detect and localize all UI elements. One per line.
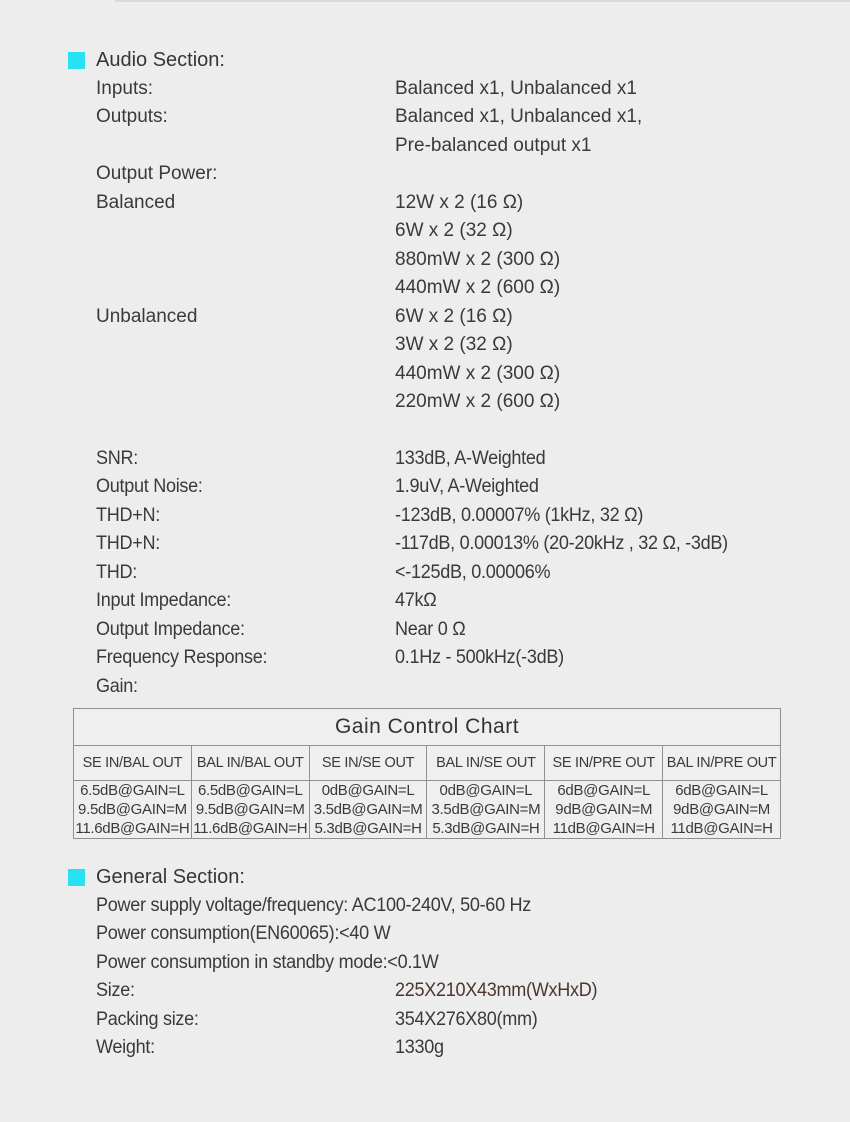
spec-value: -117dB, 0.00013% (20-20kHz , 32 Ω, -3dB) [395, 533, 728, 554]
gain-table-title-row [74, 709, 781, 746]
spec-value: 12W x 2 (16 Ω) [395, 191, 524, 213]
top-divider-strip [115, 0, 850, 2]
gain-value: 11.6dB@GAIN=H [193, 820, 308, 837]
gain-col-header: SE IN/BAL OUT [74, 746, 192, 781]
spec-label: Output Noise: [96, 476, 203, 497]
spec-value: 133dB, A-Weighted [395, 447, 546, 469]
packing-size-value: 354X276X80(mm) [395, 1008, 538, 1030]
general-section-header [68, 863, 850, 892]
general-line-standby: Power consumption in standby mode:<0.1W [96, 951, 439, 973]
gain-value: 5.3dB@GAIN=H [314, 820, 422, 837]
gain-value: 5.3dB@GAIN=H [432, 820, 540, 837]
gain-value: 6.5dB@GAIN=L [197, 782, 303, 799]
spec-label: Gain: [96, 675, 138, 697]
gain-table-title: Gain Control Chart [74, 709, 781, 746]
spec-row-inputs [96, 75, 850, 104]
spec-row-outputs [96, 103, 850, 160]
gain-value: 0dB@GAIN=L [439, 782, 533, 799]
gain-value: 9.5dB@GAIN=M [195, 801, 305, 818]
spec-label: SNR: [96, 447, 138, 469]
spec-label: THD: [96, 561, 137, 583]
gain-col-header: SE IN/SE OUT [309, 746, 427, 781]
general-row-weight [96, 1034, 850, 1063]
weight-value: 1330g [395, 1037, 444, 1058]
gain-cell [663, 781, 781, 839]
general-line-power-consumption: Power consumption(EN60065):<40 W [96, 923, 391, 944]
spec-value: 880mW x 2 (300 Ω) [395, 248, 561, 270]
gain-col-header: BAL IN/PRE OUT [663, 746, 781, 781]
gain-value: 3.5dB@GAIN=M [431, 801, 541, 818]
spec-value: 440mW x 2 (600 Ω) [395, 277, 561, 298]
general-spec-lines [68, 892, 850, 1063]
spec-label: Input Impedance: [96, 590, 231, 611]
gain-value: 0dB@GAIN=L [321, 782, 415, 799]
spec-row-output-noise [96, 473, 850, 502]
spec-label: Weight: [96, 1037, 155, 1058]
spec-value: Pre-balanced output x1 [395, 134, 592, 156]
gain-value: 9dB@GAIN=M [555, 801, 653, 818]
gain-value: 3.5dB@GAIN=M [313, 801, 423, 818]
audio-spec-rows [68, 75, 850, 702]
gain-control-table [73, 708, 781, 839]
spec-row-balanced [96, 189, 850, 303]
spec-label: THD+N: [96, 533, 160, 554]
spec-label: Outputs: [96, 106, 168, 127]
spec-row-thdn-2 [96, 530, 850, 559]
gain-cell [545, 781, 663, 839]
gain-value: 6dB@GAIN=L [557, 782, 651, 799]
spec-row-gain [96, 673, 850, 702]
spec-label: Inputs: [96, 77, 154, 99]
spec-value: 6W x 2 (32 Ω) [395, 220, 513, 241]
spec-value: <-125dB, 0.00006% [395, 561, 551, 583]
spec-row-snr [96, 445, 850, 474]
gain-cell [191, 781, 309, 839]
spec-value: 1.9uV, A-Weighted [395, 476, 539, 497]
gain-col-header: BAL IN/BAL OUT [191, 746, 309, 781]
size-value: 225X210X43mm(WxHxD) [395, 980, 598, 1001]
spec-label: Frequency Response: [96, 647, 268, 668]
spec-value: 47kΩ [395, 590, 437, 611]
gain-value: 6.5dB@GAIN=L [80, 782, 185, 799]
spec-row-output-power [96, 160, 850, 189]
spec-value: Near 0 Ω [395, 618, 466, 640]
gain-col-header: BAL IN/SE OUT [427, 746, 545, 781]
gain-value: 11dB@GAIN=H [670, 820, 773, 837]
spec-label: Size: [96, 980, 135, 1001]
spec-value: 0.1Hz - 500kHz(-3dB) [395, 647, 564, 668]
section-bullet-icon [68, 52, 85, 69]
audio-section-title: Audio Section: [96, 49, 225, 71]
spec-value: 440mW x 2 (300 Ω) [395, 362, 561, 384]
general-section [68, 863, 850, 1063]
gain-value: 6dB@GAIN=L [675, 782, 768, 799]
spec-row-unbalanced [96, 303, 850, 417]
general-row-size [96, 977, 850, 1006]
spec-value: Balanced x1, Unbalanced x1, [395, 106, 643, 127]
general-row-packing-size [96, 1006, 850, 1035]
gain-value: 9dB@GAIN=M [673, 801, 770, 818]
gain-value: 9.5dB@GAIN=M [78, 801, 187, 818]
spec-value: Balanced x1, Unbalanced x1 [395, 77, 637, 99]
spec-value: 6W x 2 (16 Ω) [395, 305, 513, 327]
section-bullet-icon [68, 869, 85, 886]
gain-value: 11dB@GAIN=H [552, 820, 655, 837]
spec-row-input-impedance [96, 587, 850, 616]
spec-value: -123dB, 0.00007% (1kHz, 32 Ω) [395, 504, 644, 526]
spec-label: Output Impedance: [96, 618, 245, 640]
general-section-title: General Section: [96, 866, 245, 888]
gain-col-header: SE IN/PRE OUT [545, 746, 663, 781]
spec-label: Output Power: [96, 163, 218, 184]
spec-label: THD+N: [96, 504, 160, 526]
audio-section-header [68, 46, 850, 75]
spec-row-output-impedance [96, 616, 850, 645]
general-line-power-supply: Power supply voltage/frequency: AC100-240V, 50-60 Hz [96, 894, 532, 916]
spec-value: 3W x 2 (32 Ω) [395, 334, 513, 355]
gain-cell [309, 781, 427, 839]
gain-cell [74, 781, 192, 839]
spec-label: Unbalanced [96, 305, 198, 327]
spec-row-thd [96, 559, 850, 588]
spec-row-frequency-response [96, 644, 850, 673]
gain-table-data-row [74, 781, 781, 839]
gain-cell [427, 781, 545, 839]
spec-value: 220mW x 2 (600 Ω) [395, 391, 561, 412]
gain-table-header-row [74, 746, 781, 781]
gain-value: 11.6dB@GAIN=H [75, 820, 190, 837]
spec-row-thdn-1 [96, 502, 850, 531]
spec-label: Packing size: [96, 1008, 199, 1030]
spec-label: Balanced [96, 191, 176, 213]
